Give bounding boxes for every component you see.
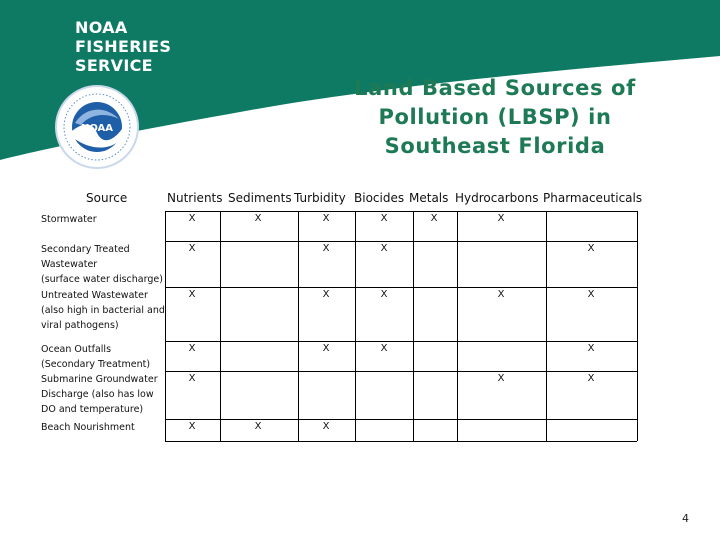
table-vrule [355,211,356,441]
brand-wordmark [75,18,171,75]
brand-line-2: FISHERIES [75,37,172,56]
source-cell [41,420,166,435]
table-vrule [546,211,547,441]
brand-line-1: NOAA [75,18,128,37]
presence-mark: X [380,343,388,354]
source-text: DO and temperature) [41,404,144,415]
title-line-1: Land Based Sources of [354,76,636,100]
presence-mark: X [188,421,196,432]
source-text: Secondary Treated [41,244,130,255]
table-hrule [165,441,637,442]
source-text: (Secondary Treatment) [41,359,151,370]
table-vrule [298,211,299,441]
presence-mark: X [188,373,196,384]
source-text: (also high in bacterial and [41,305,165,316]
presence-mark: X [497,289,505,300]
presence-mark: X [322,421,330,432]
source-cell [41,372,166,417]
col-header-metals: Metals [409,191,449,205]
presence-mark: X [587,243,595,254]
presence-mark: X [380,213,388,224]
title-line-2: Pollution (LBSP) in [378,105,612,129]
presence-mark: X [587,373,595,384]
col-header-pharmaceuticals: Pharmaceuticals [543,191,643,205]
presence-mark: X [254,213,262,224]
presence-mark: X [380,289,388,300]
source-cell [41,242,166,287]
noaa-seal-logo [55,85,139,169]
col-header-biocides: Biocides [354,191,405,205]
source-cell [41,342,166,372]
col-header-turbidity: Turbidity [294,191,346,205]
svg-text:NOAA: NOAA [80,123,114,134]
presence-mark: X [188,343,196,354]
source-text: Beach Nourishment [41,422,135,433]
source-text: viral pathogens) [41,320,119,331]
source-text: Untreated Wastewater [41,290,148,301]
col-header-sediments: Sediments [228,191,292,205]
presence-mark: X [188,213,196,224]
col-header-hydrocarbons: Hydrocarbons [455,191,539,205]
table-vrule [457,211,458,441]
presence-mark: X [497,213,505,224]
source-text: Ocean Outfalls [41,344,112,355]
brand-line-3: SERVICE [75,56,153,75]
col-header-nutrients: Nutrients [167,191,223,205]
presence-mark: X [497,373,505,384]
title-line-3: Southeast Florida [384,134,606,158]
presence-mark: X [587,343,595,354]
presence-mark: X [188,289,196,300]
presence-mark: X [254,421,262,432]
source-text: Wastewater [41,259,98,270]
source-cell [41,212,166,227]
table-hrule [165,211,637,212]
table-hrule [165,371,637,372]
table-hrule [165,341,637,342]
source-text: Discharge (also has low [41,389,154,400]
presence-mark: X [188,243,196,254]
source-text: Submarine Groundwater [41,374,158,385]
presence-mark: X [380,243,388,254]
table-vrule [413,211,414,441]
presence-mark: X [322,213,330,224]
slide-title [330,74,660,161]
table-hrule [165,287,637,288]
table-hrule [165,419,637,420]
source-cell [41,288,166,333]
presence-mark: X [322,343,330,354]
presence-mark: X [322,243,330,254]
table-vrule [637,211,638,441]
source-text: Stormwater [41,214,97,225]
source-text: (surface water discharge) [41,274,163,285]
col-header-source: Source [86,191,128,205]
table-vrule [220,211,221,441]
table-hrule [165,241,637,242]
page-number: 4 [682,512,689,525]
presence-mark: X [322,289,330,300]
presence-mark: X [587,289,595,300]
presence-mark: X [430,213,438,224]
